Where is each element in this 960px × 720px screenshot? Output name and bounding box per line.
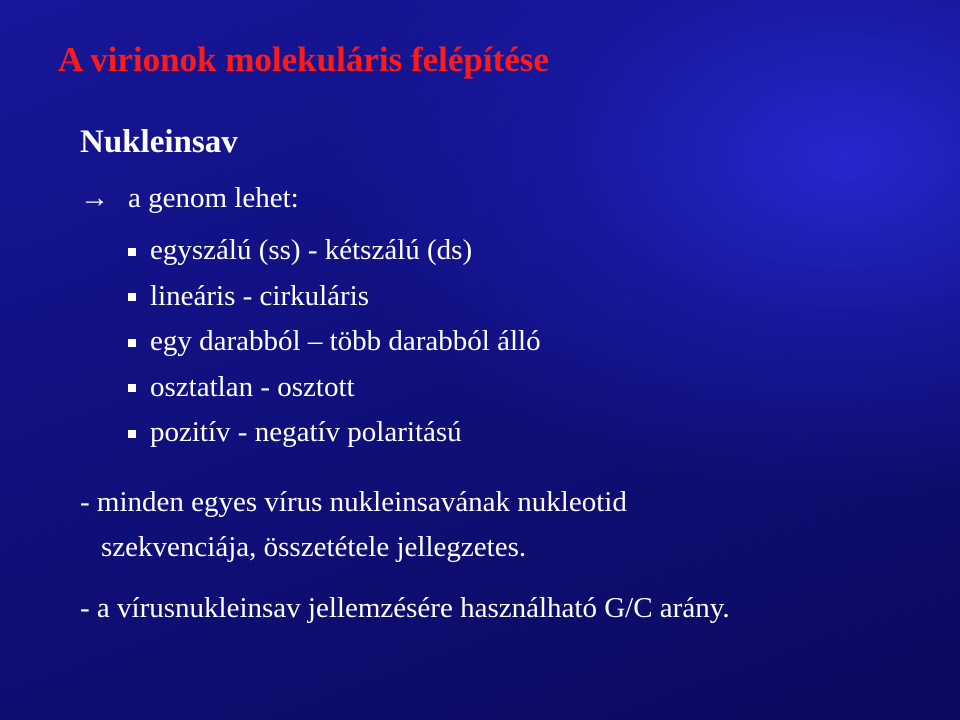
intro-line (80, 182, 299, 215)
square-bullet-icon (128, 248, 136, 256)
right-arrow-icon: → (80, 182, 109, 214)
list-item (128, 365, 541, 411)
paragraph-sequence (80, 480, 627, 570)
paragraph-gc-ratio (80, 586, 730, 631)
genome-property-list (128, 228, 541, 456)
paragraph-line: - minden egyes vírus nukleinsavának nukleotid (80, 486, 627, 518)
intro-text: a genom lehet: (128, 182, 299, 214)
list-item-text: osztatlan - osztott (150, 370, 355, 403)
list-item (128, 228, 541, 274)
paragraph-line: - a vírusnukleinsav jellemzésére használható G/C arány. (80, 592, 730, 624)
section-heading: Nukleinsav (80, 124, 238, 160)
square-bullet-icon (128, 339, 136, 347)
list-item-text: egyszálú (ss) - kétszálú (ds) (150, 234, 473, 267)
list-item-text: lineáris - cirkuláris (150, 279, 370, 312)
square-bullet-icon (128, 384, 136, 392)
square-bullet-icon (128, 430, 136, 438)
paragraph-line: szekvenciája, összetétele jellegzetes. (101, 531, 527, 563)
list-item (128, 274, 541, 320)
square-bullet-icon (128, 293, 136, 301)
list-item (128, 319, 541, 365)
slide-title: A virionok molekuláris felépítése (58, 40, 549, 79)
list-item-text: egy darabból – több darabból álló (150, 325, 541, 358)
list-item-text: pozitív - negatív polaritású (150, 416, 462, 449)
list-item (128, 410, 541, 456)
